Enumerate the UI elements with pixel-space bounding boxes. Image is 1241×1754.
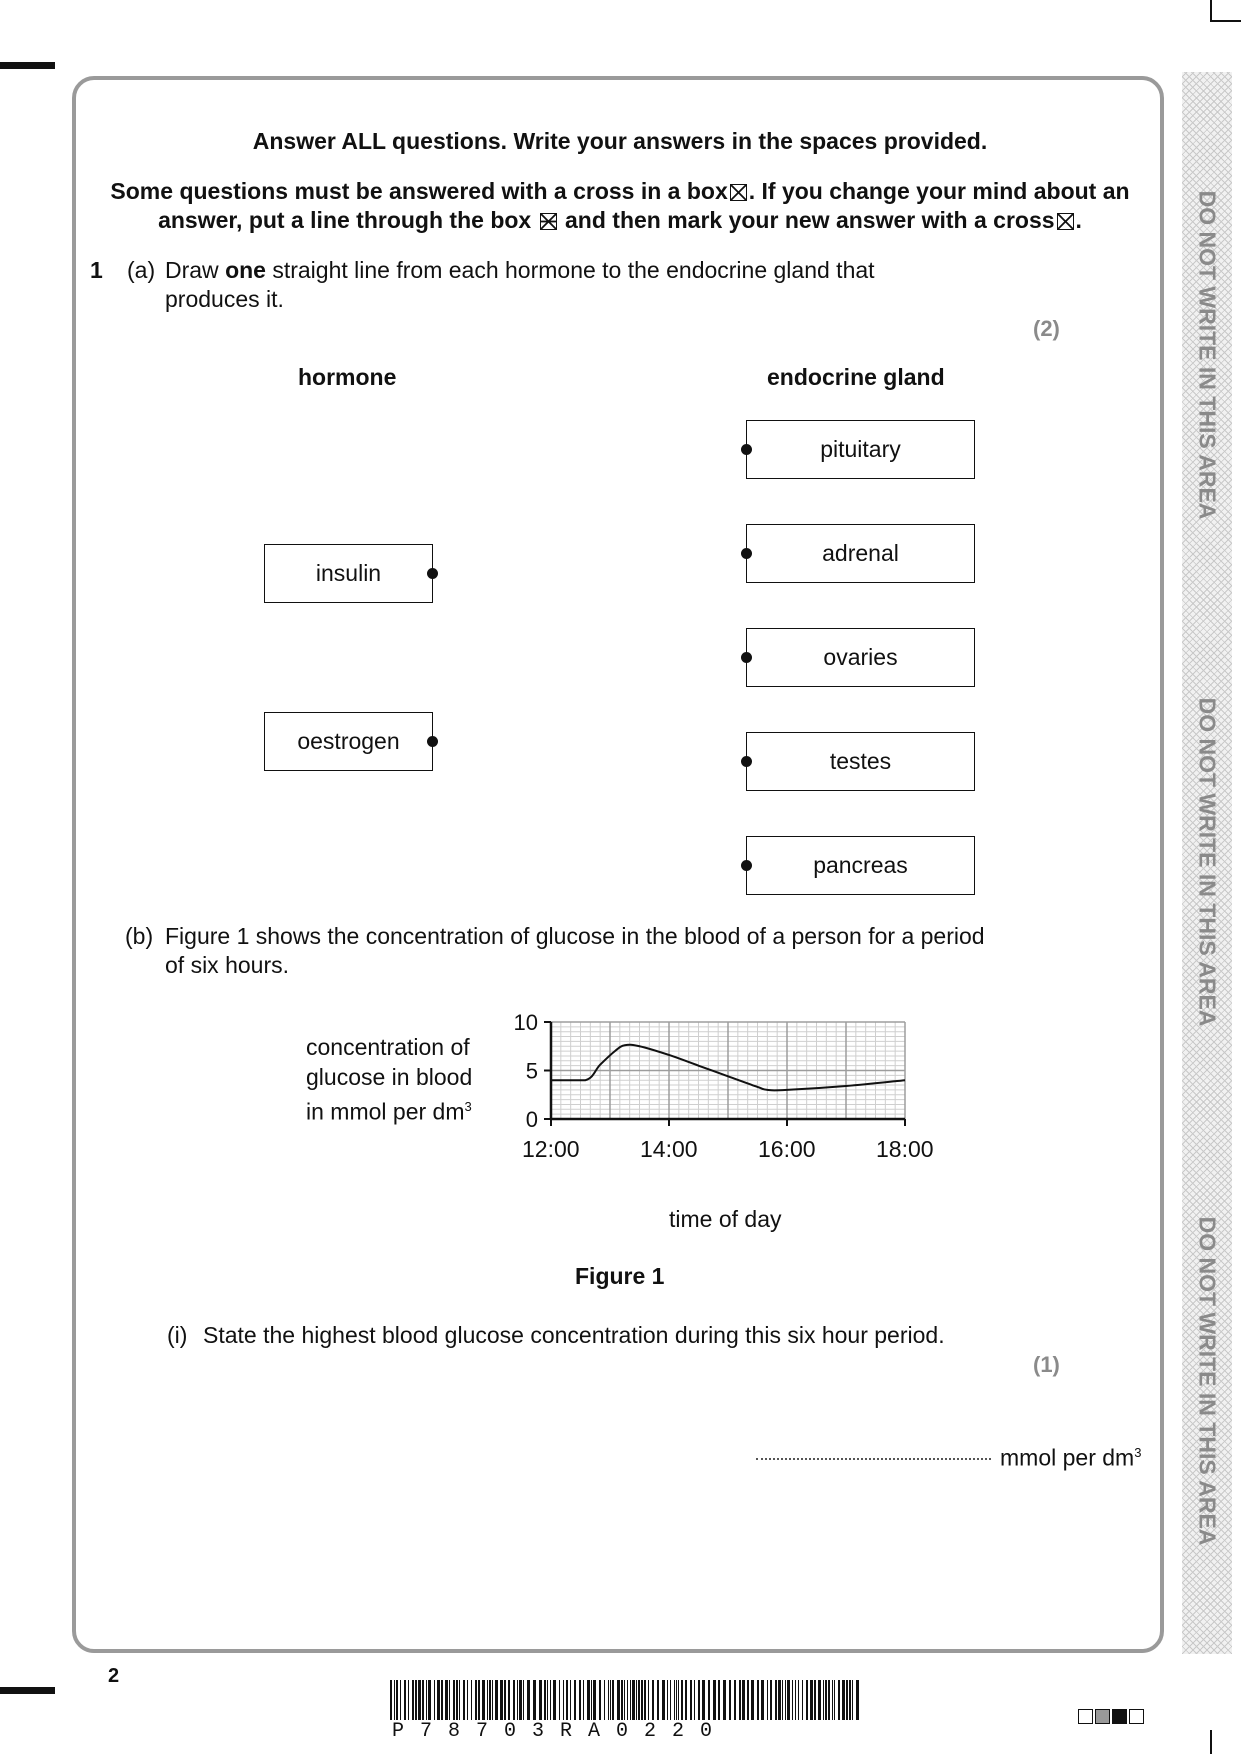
connector-dot-pituitary[interactable]	[741, 444, 752, 455]
barcode-bar	[527, 1680, 530, 1720]
x-tick-label: 12:00	[522, 1136, 580, 1162]
barcode-bar	[818, 1680, 821, 1720]
barcode-bar	[456, 1680, 458, 1720]
barcode-bar	[604, 1680, 605, 1720]
barcode-bar	[445, 1680, 448, 1720]
barcode-bar	[652, 1680, 654, 1720]
barcode-bar	[795, 1680, 796, 1720]
gland-box-pituitary: pituitary	[746, 420, 975, 479]
barcode-bar	[610, 1680, 611, 1720]
barcode-bar	[802, 1680, 803, 1720]
barcode-bar	[463, 1680, 465, 1720]
barcode-bar	[579, 1680, 581, 1720]
barcode-bar	[593, 1680, 596, 1720]
barcode-bar	[583, 1680, 584, 1720]
barcode-bar	[587, 1680, 590, 1720]
chart-ylabel: concentration of glucose in blood in mmol per $dm^3$	[306, 1034, 473, 1125]
connector-dot-pancreas[interactable]	[741, 860, 752, 871]
instructions-line1: Answer ALL questions. Write your answers in the spaces provided.	[252, 128, 988, 154]
barcode-bar	[478, 1680, 480, 1720]
barcode-bar	[418, 1680, 421, 1720]
barcode-bar	[396, 1680, 398, 1720]
barcode-bar	[810, 1680, 813, 1720]
figure-caption: Figure 1	[575, 1263, 665, 1289]
barcode-bar	[852, 1680, 853, 1720]
barcode-bar	[823, 1680, 824, 1720]
x-tick-label: 14:00	[640, 1136, 698, 1162]
barcode-bar	[785, 1680, 786, 1720]
barcode-bar	[553, 1680, 556, 1720]
barcode-bar	[708, 1680, 710, 1720]
barcode-bar	[670, 1680, 671, 1720]
barcode-bar	[657, 1680, 659, 1720]
barcode-bar	[495, 1680, 498, 1720]
barcode-bar	[513, 1680, 515, 1720]
barcode-text: P78703RA0220	[392, 1720, 729, 1743]
barcode-bar	[508, 1680, 510, 1720]
barcode-bar	[644, 1680, 646, 1720]
side-warning-2: DO NOT WRITE IN THIS AREA	[1194, 697, 1221, 1027]
x-tick-label: 18:00	[876, 1136, 934, 1162]
barcode-bar	[828, 1680, 830, 1720]
barcode-bar	[547, 1680, 548, 1720]
barcode-bar	[782, 1680, 783, 1720]
glucose-chart	[500, 1000, 950, 1140]
hormone-box-insulin: insulin	[264, 544, 433, 603]
barcode-bar	[676, 1680, 677, 1720]
barcode-bar	[482, 1680, 485, 1720]
hormone-box-oestrogen: oestrogen	[264, 712, 433, 771]
barcode-bar	[517, 1680, 518, 1720]
hormone-heading: hormone	[298, 364, 397, 390]
barcode-bar	[487, 1680, 488, 1720]
gland-box-ovaries: ovaries	[746, 628, 975, 687]
barcode-bar	[751, 1680, 754, 1720]
barcode-bar	[641, 1680, 643, 1720]
instructions-line3: answer, put a line through the box and then mark your new answer with a cross .	[158, 207, 1082, 233]
barcode-bar	[559, 1680, 560, 1720]
barcode-bar	[519, 1680, 522, 1720]
crossed-box-icon	[1057, 213, 1074, 230]
barcode-bar	[761, 1680, 764, 1720]
barcode-bar	[612, 1680, 614, 1720]
barcode-bar	[492, 1680, 493, 1720]
barcode-bar	[523, 1680, 524, 1720]
barcode-bar	[566, 1680, 568, 1720]
barcode-bar	[846, 1680, 848, 1720]
barcode-bar	[599, 1680, 601, 1720]
barcode-bar	[489, 1680, 491, 1720]
barcode-bar	[624, 1680, 625, 1720]
barcode-bar	[849, 1680, 851, 1720]
barcode-bar	[570, 1680, 571, 1720]
print-marker-2	[1095, 1709, 1110, 1724]
barcode-bar	[842, 1680, 845, 1720]
answer-line[interactable]	[756, 1458, 991, 1460]
barcode-bar	[685, 1680, 687, 1720]
barcode-bar	[617, 1680, 620, 1720]
barcode-bar	[467, 1680, 468, 1720]
barcode-bar	[471, 1680, 472, 1720]
barcode-bar	[681, 1680, 683, 1720]
barcode-bar	[636, 1680, 637, 1720]
barcode-bar	[698, 1680, 700, 1720]
barcode-bar	[449, 1680, 450, 1720]
barcode-bar	[834, 1680, 835, 1720]
barcode-bar	[742, 1680, 745, 1720]
barcode-bar	[734, 1680, 736, 1720]
barcode-bar	[798, 1680, 799, 1720]
barcode-bar	[856, 1680, 859, 1720]
sub-i-label: (i)	[167, 1322, 188, 1348]
barcode-bar	[550, 1680, 551, 1720]
part-a-text: Draw one straight line from each hormone to the endocrine gland that	[165, 257, 875, 283]
gland-box-pancreas: pancreas	[746, 836, 975, 895]
barcode-bar	[394, 1680, 395, 1720]
side-warning-1: DO NOT WRITE IN THIS AREA	[1194, 190, 1221, 520]
instructions-line2: Some questions must be answered with a cross in a box . If you change your mind about an	[110, 178, 1130, 204]
barcode-bar	[674, 1680, 675, 1720]
sub-i-text: State the highest blood glucose concentration during this six hour period.	[203, 1322, 945, 1348]
part-b-label: (b)	[125, 923, 154, 949]
barcode-bar	[404, 1680, 406, 1720]
barcode-bar	[729, 1680, 731, 1720]
y-tick-label: 5	[525, 1058, 538, 1084]
barcode-bar	[627, 1680, 628, 1720]
y-tick-label: 0	[525, 1107, 538, 1132]
barcode-bar	[591, 1680, 592, 1720]
barcode-bar	[638, 1680, 640, 1720]
answer-unit: mmol per $dm^3$	[1000, 1444, 1142, 1471]
barcode-bar	[390, 1680, 392, 1720]
gland-box-testes: testes	[746, 732, 975, 791]
barcode-bar	[678, 1680, 679, 1720]
side-warning-3: DO NOT WRITE IN THIS AREA	[1194, 1216, 1221, 1546]
barcode-bar	[608, 1680, 609, 1720]
barcode-bar	[702, 1680, 705, 1720]
barcode-bar	[718, 1680, 720, 1720]
barcode-bar	[563, 1680, 564, 1720]
barcode-bar	[713, 1680, 716, 1720]
barcode-bar	[400, 1680, 401, 1720]
barcode-bar	[544, 1680, 546, 1720]
barcode-bar	[630, 1680, 631, 1720]
crop-mark-top	[1210, 0, 1212, 22]
sub-i-marks: (1)	[1033, 1352, 1060, 1377]
barcode-bar	[422, 1680, 424, 1720]
barcode-bar	[428, 1680, 431, 1720]
barcode-bar	[648, 1680, 649, 1720]
crossed-box-icon	[730, 184, 747, 201]
barcode-bar	[459, 1680, 460, 1720]
barcode-bar	[667, 1680, 668, 1720]
barcode-bar	[415, 1680, 417, 1720]
barcode-bar	[426, 1680, 427, 1720]
crop-mark-top-h	[1210, 20, 1241, 22]
barcode-bar	[500, 1680, 503, 1720]
barcode-bar	[662, 1680, 665, 1720]
barcode-bar	[739, 1680, 741, 1720]
print-marker-3	[1112, 1709, 1127, 1724]
barcode	[390, 1680, 865, 1720]
connector-dot-testes[interactable]	[741, 756, 752, 767]
barcode-bar	[621, 1680, 623, 1720]
barcode-bar	[504, 1680, 506, 1720]
struck-crossed-box-icon	[540, 213, 557, 230]
barcode-bar	[408, 1680, 409, 1720]
barcode-bar	[778, 1680, 781, 1720]
barcode-bar	[814, 1680, 816, 1720]
barcode-bar	[770, 1680, 772, 1720]
barcode-bar	[825, 1680, 827, 1720]
barcode-bar	[832, 1680, 833, 1720]
question-number: 1	[90, 257, 103, 283]
barcode-bar	[632, 1680, 635, 1720]
margin-bar-top	[0, 62, 55, 69]
barcode-bar	[767, 1680, 768, 1720]
connector-dot-oestrogen[interactable]	[427, 736, 438, 747]
barcode-bar	[412, 1680, 414, 1720]
part-b-text: Figure 1 shows the concentration of glucose in the blood of a person for a period	[165, 923, 985, 949]
barcode-bar	[690, 1680, 692, 1720]
barcode-bar	[539, 1680, 542, 1720]
part-a-marks: (2)	[1033, 316, 1060, 341]
chart-xlabel: time of day	[669, 1206, 782, 1232]
barcode-bar	[434, 1680, 435, 1720]
gland-box-adrenal: adrenal	[746, 524, 975, 583]
print-marker-4	[1129, 1709, 1144, 1724]
barcode-bar	[533, 1680, 536, 1720]
barcode-bar	[475, 1680, 477, 1720]
barcode-bar	[574, 1680, 576, 1720]
barcode-bar	[747, 1680, 749, 1720]
connector-dot-ovaries[interactable]	[741, 652, 752, 663]
part-a-label: (a)	[127, 257, 156, 283]
barcode-bar	[694, 1680, 695, 1720]
print-marker-1	[1078, 1709, 1093, 1724]
x-tick-label: 16:00	[758, 1136, 816, 1162]
gland-heading: endocrine gland	[767, 364, 945, 390]
barcode-bar	[437, 1680, 440, 1720]
barcode-bar	[723, 1680, 726, 1720]
connector-dot-adrenal[interactable]	[741, 548, 752, 559]
barcode-bar	[838, 1680, 840, 1720]
connector-dot-insulin[interactable]	[427, 568, 438, 579]
crop-mark-bottom	[1210, 1730, 1212, 1754]
part-a-text-line2: produces it.	[165, 286, 284, 312]
barcode-bar	[775, 1680, 777, 1720]
barcode-bar	[757, 1680, 759, 1720]
barcode-bar	[453, 1680, 455, 1720]
barcode-bar	[792, 1680, 793, 1720]
barcode-bar	[441, 1680, 443, 1720]
margin-bar-bottom	[0, 1687, 55, 1694]
y-tick-label: 10	[513, 1010, 538, 1035]
part-b-text-line2: of six hours.	[165, 952, 289, 978]
page-number: 2	[108, 1665, 120, 1687]
barcode-bar	[787, 1680, 790, 1720]
barcode-bar	[806, 1680, 808, 1720]
